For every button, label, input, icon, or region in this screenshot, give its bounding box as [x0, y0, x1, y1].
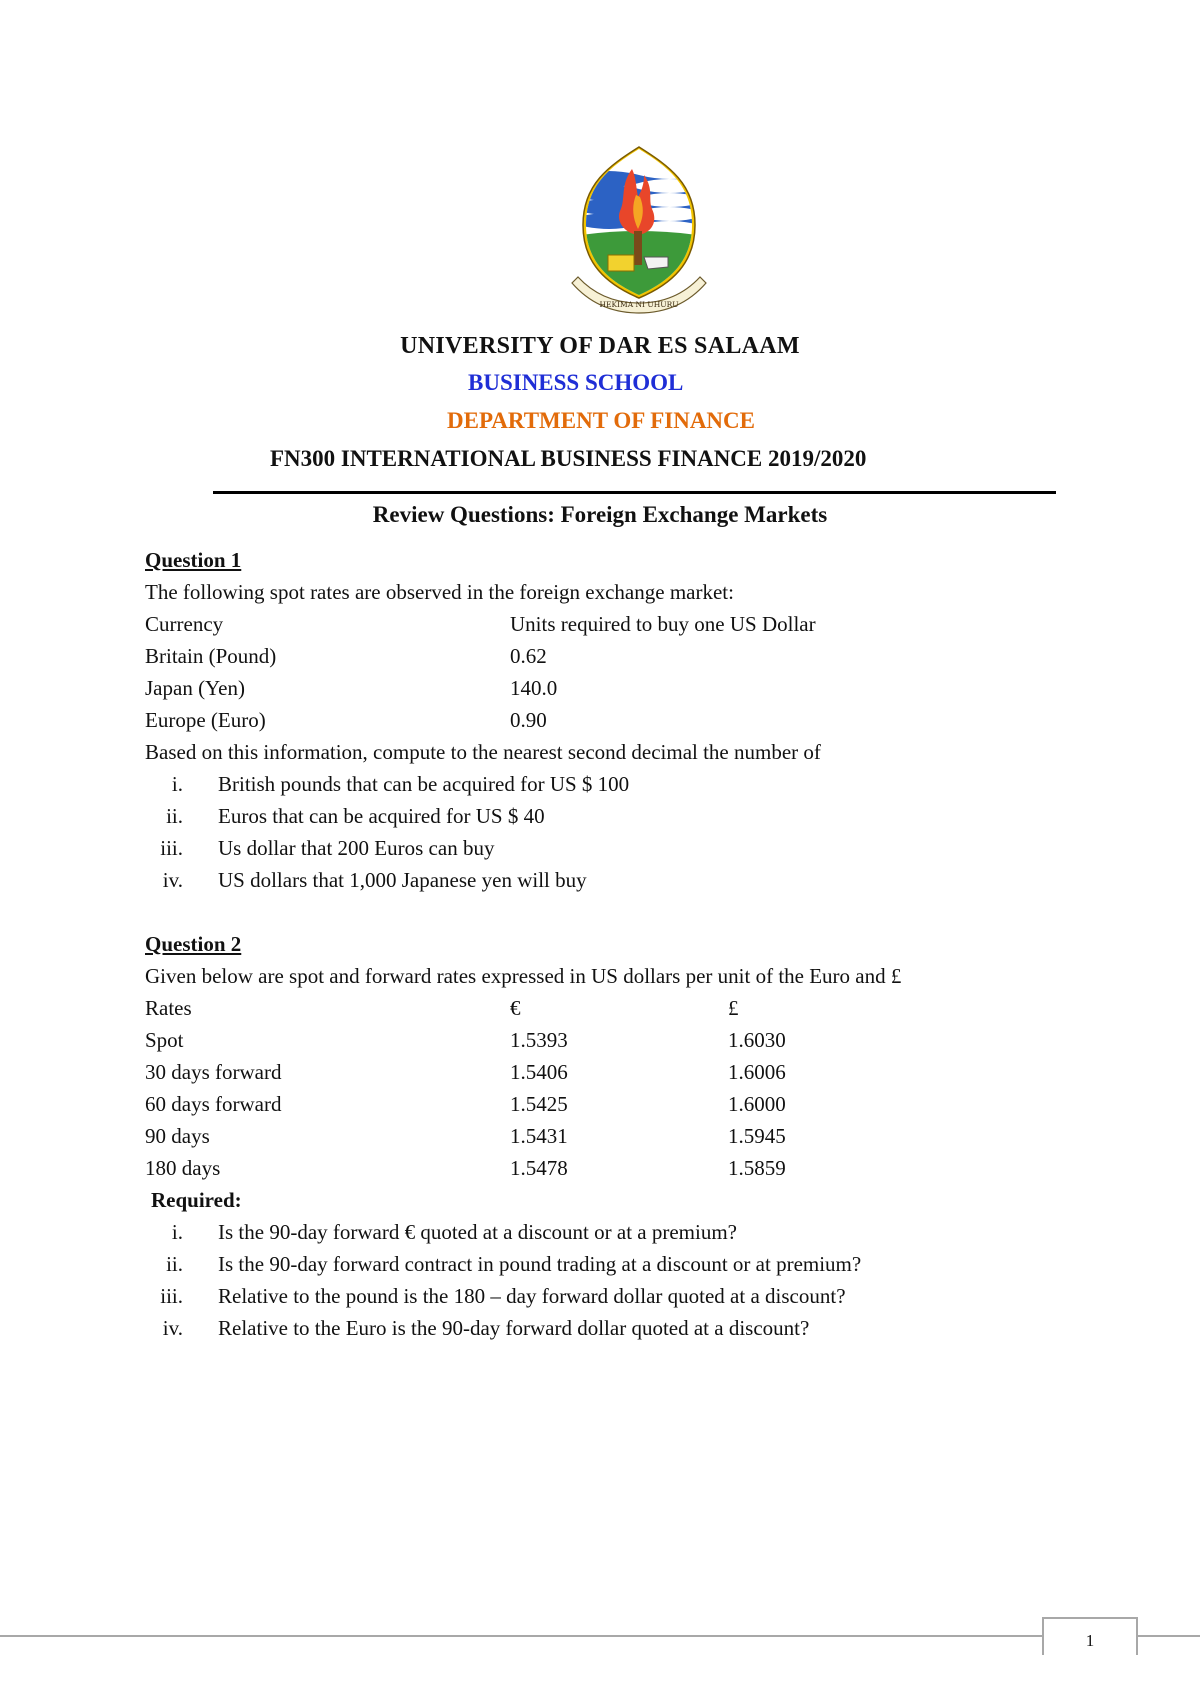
list-numeral: ii.	[166, 804, 183, 828]
table-cell: 0.90	[510, 708, 547, 732]
table-cell: Japan (Yen)	[145, 676, 245, 700]
table-row	[145, 704, 1065, 736]
table-cell: Britain (Pound)	[145, 644, 277, 668]
q1-col-units: Units required to buy one US Dollar	[510, 612, 816, 636]
question-1-items	[145, 768, 1065, 896]
table-cell: 1.5859	[728, 1156, 786, 1180]
table-cell: 1.6000	[728, 1092, 786, 1116]
required-label: Required:	[151, 1188, 242, 1212]
list-numeral: i.	[171, 1220, 183, 1244]
page-number: 1	[1085, 1631, 1095, 1650]
q1-col-currency: Currency	[145, 612, 224, 636]
table-cell: 30 days forward	[145, 1060, 282, 1084]
document-title: Review Questions: Foreign Exchange Markets	[372, 502, 828, 527]
q2-col-pound: £	[728, 996, 739, 1020]
question-1-intro: The following spot rates are observed in the foreign exchange market:	[145, 580, 734, 604]
list-item	[145, 768, 1065, 800]
table-cell: 1.5945	[728, 1124, 786, 1148]
list-item-text: Relative to the Euro is the 90-day forward dollar quoted at a discount?	[218, 1316, 810, 1340]
table-row	[145, 640, 1065, 672]
list-item-text: Is the 90-day forward contract in pound trading at a discount or at premium?	[218, 1252, 862, 1276]
course-title: FN300 INTERNATIONAL BUSINESS FINANCE 2019/2020	[270, 446, 867, 471]
list-item	[145, 864, 1065, 896]
department-name: DEPARTMENT OF FINANCE	[447, 408, 755, 433]
table-cell: Spot	[145, 1028, 184, 1052]
list-item-text: Us dollar that 200 Euros can buy	[218, 836, 495, 860]
list-item-text: British pounds that can be acquired for US $ 100	[218, 772, 630, 796]
question-2-heading: Question 2	[145, 932, 242, 956]
question-2-intro: Given below are spot and forward rates expressed in US dollars per unit of the Euro and £	[145, 964, 902, 988]
list-item	[145, 1248, 1065, 1280]
university-name: UNIVERSITY OF DAR ES SALAAM	[400, 333, 800, 359]
table-cell: 1.6030	[728, 1028, 786, 1052]
q2-col-euro: €	[510, 996, 521, 1020]
list-numeral: iii.	[160, 836, 183, 860]
table-cell: 1.5478	[510, 1156, 568, 1180]
list-item	[145, 1280, 1065, 1312]
list-item	[145, 1312, 1065, 1344]
question-2-items	[145, 1216, 1065, 1344]
document-body	[145, 544, 1065, 1344]
table-row	[145, 1024, 1065, 1056]
list-item-text: US dollars that 1,000 Japanese yen will buy	[218, 868, 587, 892]
list-numeral: ii.	[166, 1252, 183, 1276]
university-crest-logo	[568, 145, 710, 315]
question-1-prompt: Based on this information, compute to the nearest second decimal the number of	[145, 740, 821, 764]
table-row	[145, 1088, 1065, 1120]
q1-table-header	[145, 608, 1065, 640]
table-cell: 1.6006	[728, 1060, 786, 1084]
list-numeral: iii.	[160, 1284, 183, 1308]
crest-motto: HEKIMA NI UHURU	[599, 300, 679, 309]
footer-rule	[0, 1635, 1200, 1637]
table-cell: 1.5425	[510, 1092, 568, 1116]
list-item-text: Is the 90-day forward € quoted at a discount or at a premium?	[218, 1220, 738, 1244]
header-divider	[213, 491, 1056, 494]
table-row	[145, 672, 1065, 704]
table-cell: 140.0	[510, 676, 558, 700]
list-numeral: iv.	[162, 1316, 183, 1340]
q2-table-header	[145, 992, 1065, 1024]
q2-col-rates: Rates	[145, 996, 192, 1020]
table-cell: 0.62	[510, 644, 547, 668]
list-item-text: Relative to the pound is the 180 – day forward dollar quoted at a discount?	[218, 1284, 846, 1308]
table-cell: 1.5406	[510, 1060, 568, 1084]
list-item	[145, 800, 1065, 832]
list-numeral: iv.	[162, 868, 183, 892]
school-name: BUSINESS SCHOOL	[468, 370, 684, 395]
table-cell: 1.5431	[510, 1124, 568, 1148]
list-numeral: i.	[171, 772, 183, 796]
question-1-heading: Question 1	[145, 548, 242, 572]
table-row	[145, 1120, 1065, 1152]
table-cell: 90 days	[145, 1124, 210, 1148]
list-item	[145, 832, 1065, 864]
table-cell: 180 days	[145, 1156, 221, 1180]
table-cell: Europe (Euro)	[145, 708, 266, 732]
list-item	[145, 1216, 1065, 1248]
table-cell: 60 days forward	[145, 1092, 282, 1116]
table-row	[145, 1056, 1065, 1088]
table-cell: 1.5393	[510, 1028, 568, 1052]
table-row	[145, 1152, 1065, 1184]
list-item-text: Euros that can be acquired for US $ 40	[218, 804, 545, 828]
